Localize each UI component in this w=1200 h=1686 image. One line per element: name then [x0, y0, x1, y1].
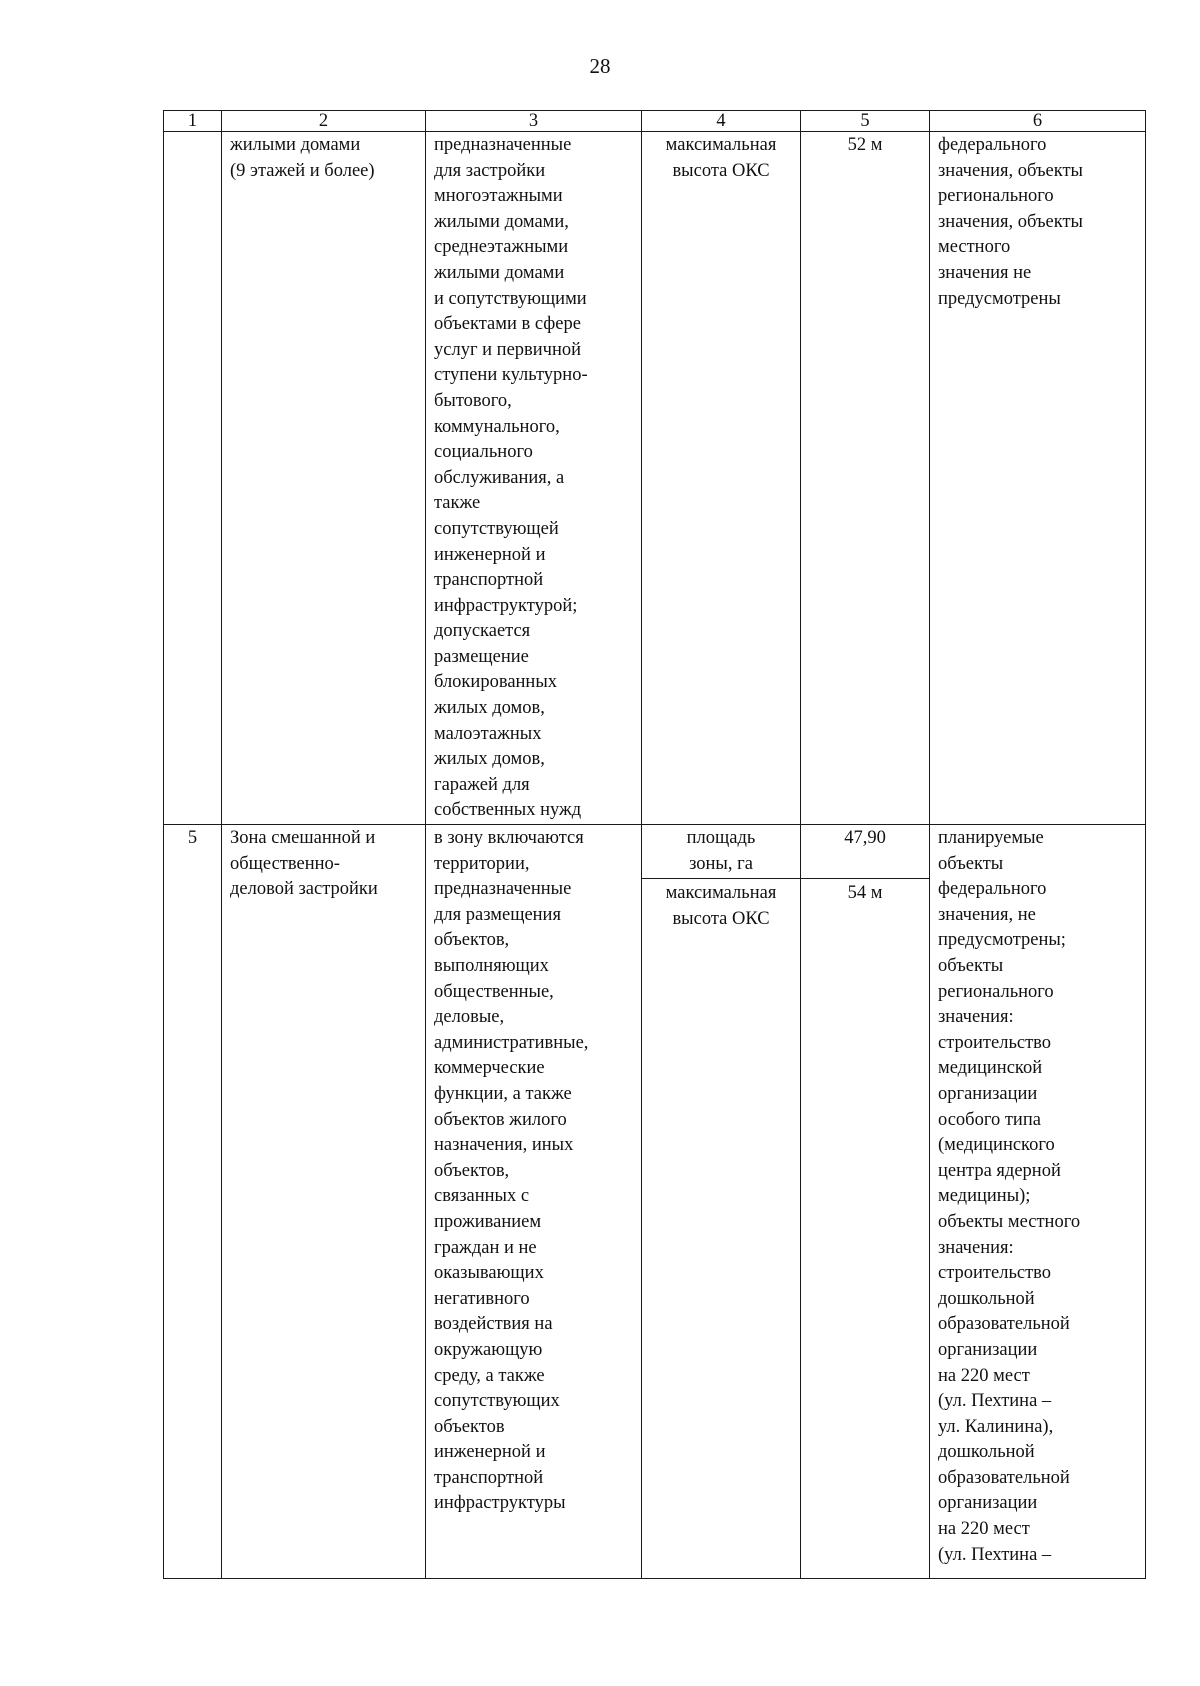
area-value: 47,90	[801, 826, 929, 879]
header-col-1: 1	[164, 111, 222, 132]
zone-description-cell	[426, 132, 642, 825]
planned-objects: планируемые объекты федерального значения, не предусмотрены; объекты регионального значения: строительство медицинской организации особого типа (медицинского центра ядерной медицины); объекты местного значения: строительство дошкольной образовательной организации на 220 мест (ул. Пехтина – ул. Калинина), дошкольной образовательной организации на 220 мест (ул. Пехтина –	[938, 828, 1081, 1565]
header-col-6: 6	[930, 111, 1146, 132]
zone-name: Зона смешанной и общественно- деловой застройки	[230, 828, 378, 900]
table-row	[164, 825, 1146, 1579]
zone-name-cell	[222, 132, 426, 825]
row-number-cell	[164, 825, 222, 1579]
parameter-cell	[642, 825, 801, 1579]
zoning-table	[163, 110, 1146, 1579]
area-label: площадь зоны, га	[642, 826, 800, 879]
zone-description: предназначенные для застройки многоэтажными жилыми домами, среднеэтажными жилыми домами и сопутствующими объектами в сфере услуг и первичной ступени культурно- бытового, коммунального, социального обслуживания, а также сопутствующей инженерной и транспортной инфраструктурой; допускается размещение блокированных жилых домов, малоэтажных жилых домов, гаражей для собственных нужд	[434, 135, 588, 821]
zone-description-cell	[426, 825, 642, 1579]
value-cell	[801, 825, 930, 1579]
row-number-cell	[164, 132, 222, 825]
height-label: максимальная высота ОКС	[665, 883, 777, 929]
table-row	[164, 132, 1146, 825]
row-number: 5	[187, 828, 198, 849]
header-col-2: 2	[222, 111, 426, 132]
header-col-3: 3	[426, 111, 642, 132]
parameter-value: 52 м	[847, 135, 883, 155]
height-value: 54 м	[847, 883, 883, 904]
zone-name-cell	[222, 825, 426, 1579]
header-col-4: 4	[642, 111, 801, 132]
planned-objects: федерального значения, объекты регионального значения, объекты местного значения не предусмотрены	[938, 135, 1083, 309]
planned-objects-cell	[930, 825, 1146, 1579]
zone-description: в зону включаются территории, предназначенные для размещения объектов, выполняющих общественные, деловые, административные, коммерческие функции, а также объектов жилого назначения, иных объектов, связанных с проживанием граждан и не оказывающих негативного воздействия на окружающую среду, а также сопутствующих объектов инженерной и транспортной инфраструктуры	[434, 828, 589, 1514]
parameter-cell	[642, 132, 801, 825]
page-number: 28	[589, 54, 611, 78]
planned-objects-cell	[930, 132, 1146, 825]
header-row	[164, 111, 1146, 132]
parameter-label: максимальная высота ОКС	[665, 135, 777, 181]
value-cell	[801, 132, 930, 825]
header-col-5: 5	[801, 111, 930, 132]
zone-name: жилыми домами (9 этажей и более)	[230, 135, 375, 181]
